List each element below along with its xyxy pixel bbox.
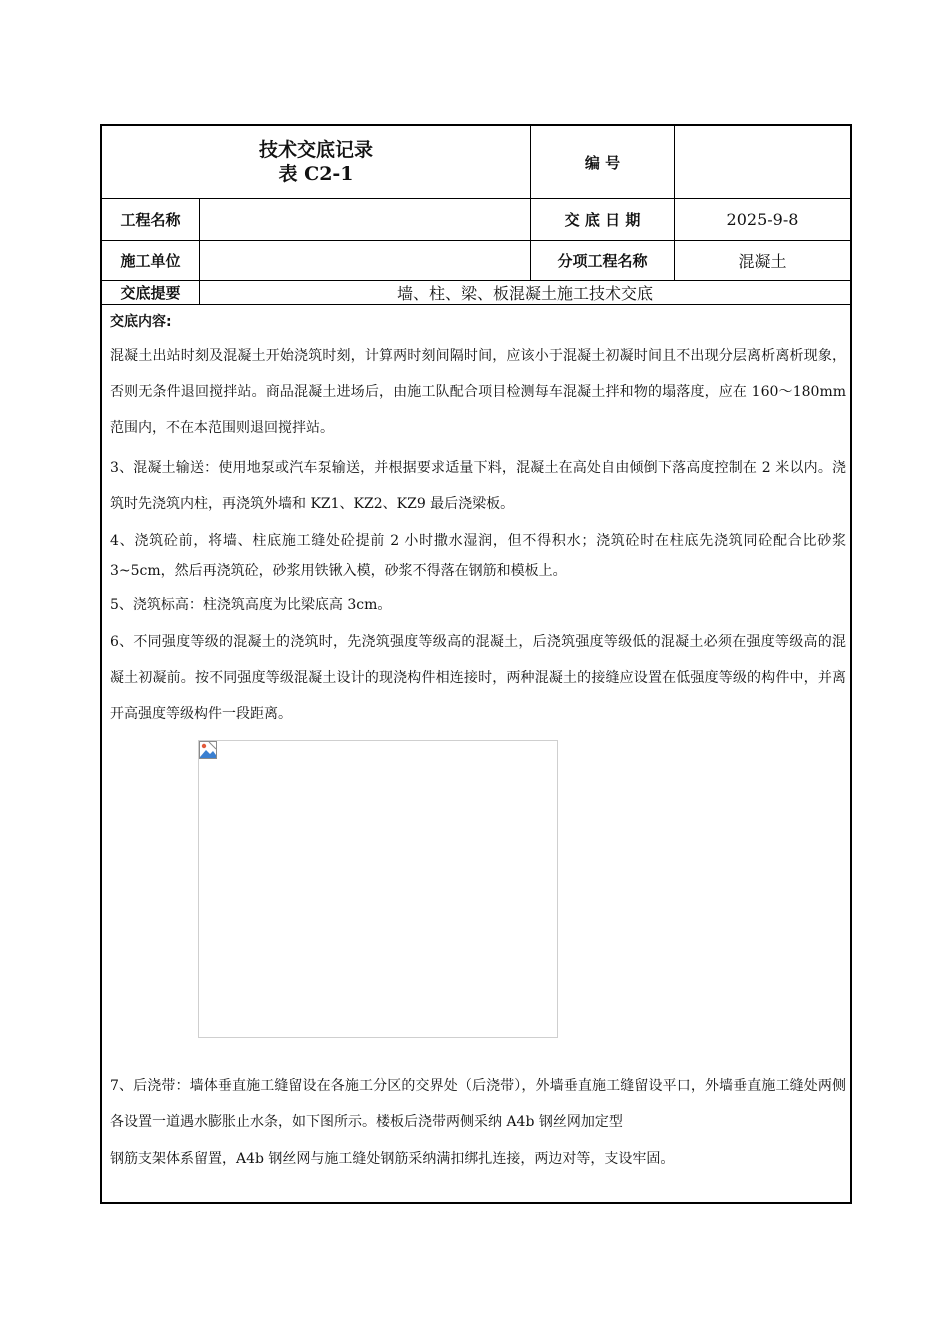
- content-paragraph-3: 3、混凝土输送：使用地泵或汽车泵输送，并根据要求适量下料，混凝土在高处自由倾倒下落高度控制在 2 米以内。浇筑时先浇筑内柱，再浇筑外墙和 KZ1、KZ2、KZ9 最后浇梁板。: [110, 460, 846, 512]
- summary-value[interactable]: 墙、柱、梁、板混凝土施工技术交底: [396, 284, 653, 303]
- contractor-value[interactable]: [200, 241, 530, 280]
- content-paragraph-8: 钢筋支架体系留置，A4b 钢丝网与施工缝处钢筋采纳满扣绑扎连接，两边对等，支设牢固。: [110, 1151, 675, 1167]
- project-name-label: 工程名称: [120, 211, 181, 229]
- row-divider: [102, 304, 850, 305]
- form-code: 表 C2-1: [278, 163, 354, 185]
- subproject-value[interactable]: 混凝土: [738, 252, 787, 271]
- number-label: 编 号: [584, 153, 621, 172]
- content-paragraph-5: 5、浇筑标高：柱浇筑高度为比梁底高 3cm。: [110, 597, 392, 613]
- contractor-label: 施工单位: [120, 252, 181, 270]
- content-heading: 交底内容:: [110, 314, 172, 330]
- content-paragraph-7: 7、后浇带：墙体垂直施工缝留设在各施工分区的交界处（后浇带），外墙垂直施工缝留设平口，外墙垂直施工缝处两侧各设置一道遇水膨胀止水条，如下图所示。楼板后浇带两侧采纳 A4b 钢丝网加定型: [110, 1078, 846, 1130]
- disclosure-content: [110, 312, 846, 1178]
- content-paragraph-4: 4、浇筑砼前，将墙、柱底施工缝处砼提前 2 小时撒水湿润，但不得积水；浇筑砼时在柱底先浇筑同砼配合比砂浆 3~5cm，然后再浇筑砼，砂浆用铁锹入模，砂浆不得落在钢筋和模板上。: [110, 533, 846, 579]
- date-value[interactable]: 2025-9-8: [726, 210, 799, 229]
- project-name-value[interactable]: [200, 199, 530, 240]
- document-title: 技术交底记录: [258, 139, 373, 161]
- content-paragraph-6: 6、不同强度等级的混凝土的浇筑时，先浇筑强度等级高的混凝土，后浇筑强度等级低的混凝土必须在强度等级高的混凝土初凝前。按不同强度等级混凝土设计的现浇构件相连接时，两种混凝土的接缝应设置在低强度等级的构件中，并离开高强度等级构件一段距离。: [110, 634, 846, 722]
- broken-image-icon: [199, 741, 217, 759]
- disclosure-record-table: [100, 124, 852, 1204]
- form-title: [102, 126, 530, 198]
- date-label: 交 底 日 期: [564, 211, 641, 229]
- summary-label: 交底提要: [120, 284, 181, 302]
- number-value[interactable]: [675, 126, 850, 198]
- figure-placeholder: [198, 740, 558, 1038]
- subproject-label: 分项工程名称: [557, 252, 648, 270]
- content-paragraph-1: 混凝土出站时刻及混凝土开始浇筑时刻，计算两时刻间隔时间，应该小于混凝土初凝时间且不出现分层离析离析现象，否则无条件退回搅拌站。商品混凝土进场后，由施工队配合项目检测每车混凝土拌和物的塌落度，应在 160～180mm 范围内，不在本范围则退回搅拌站。: [110, 348, 846, 436]
